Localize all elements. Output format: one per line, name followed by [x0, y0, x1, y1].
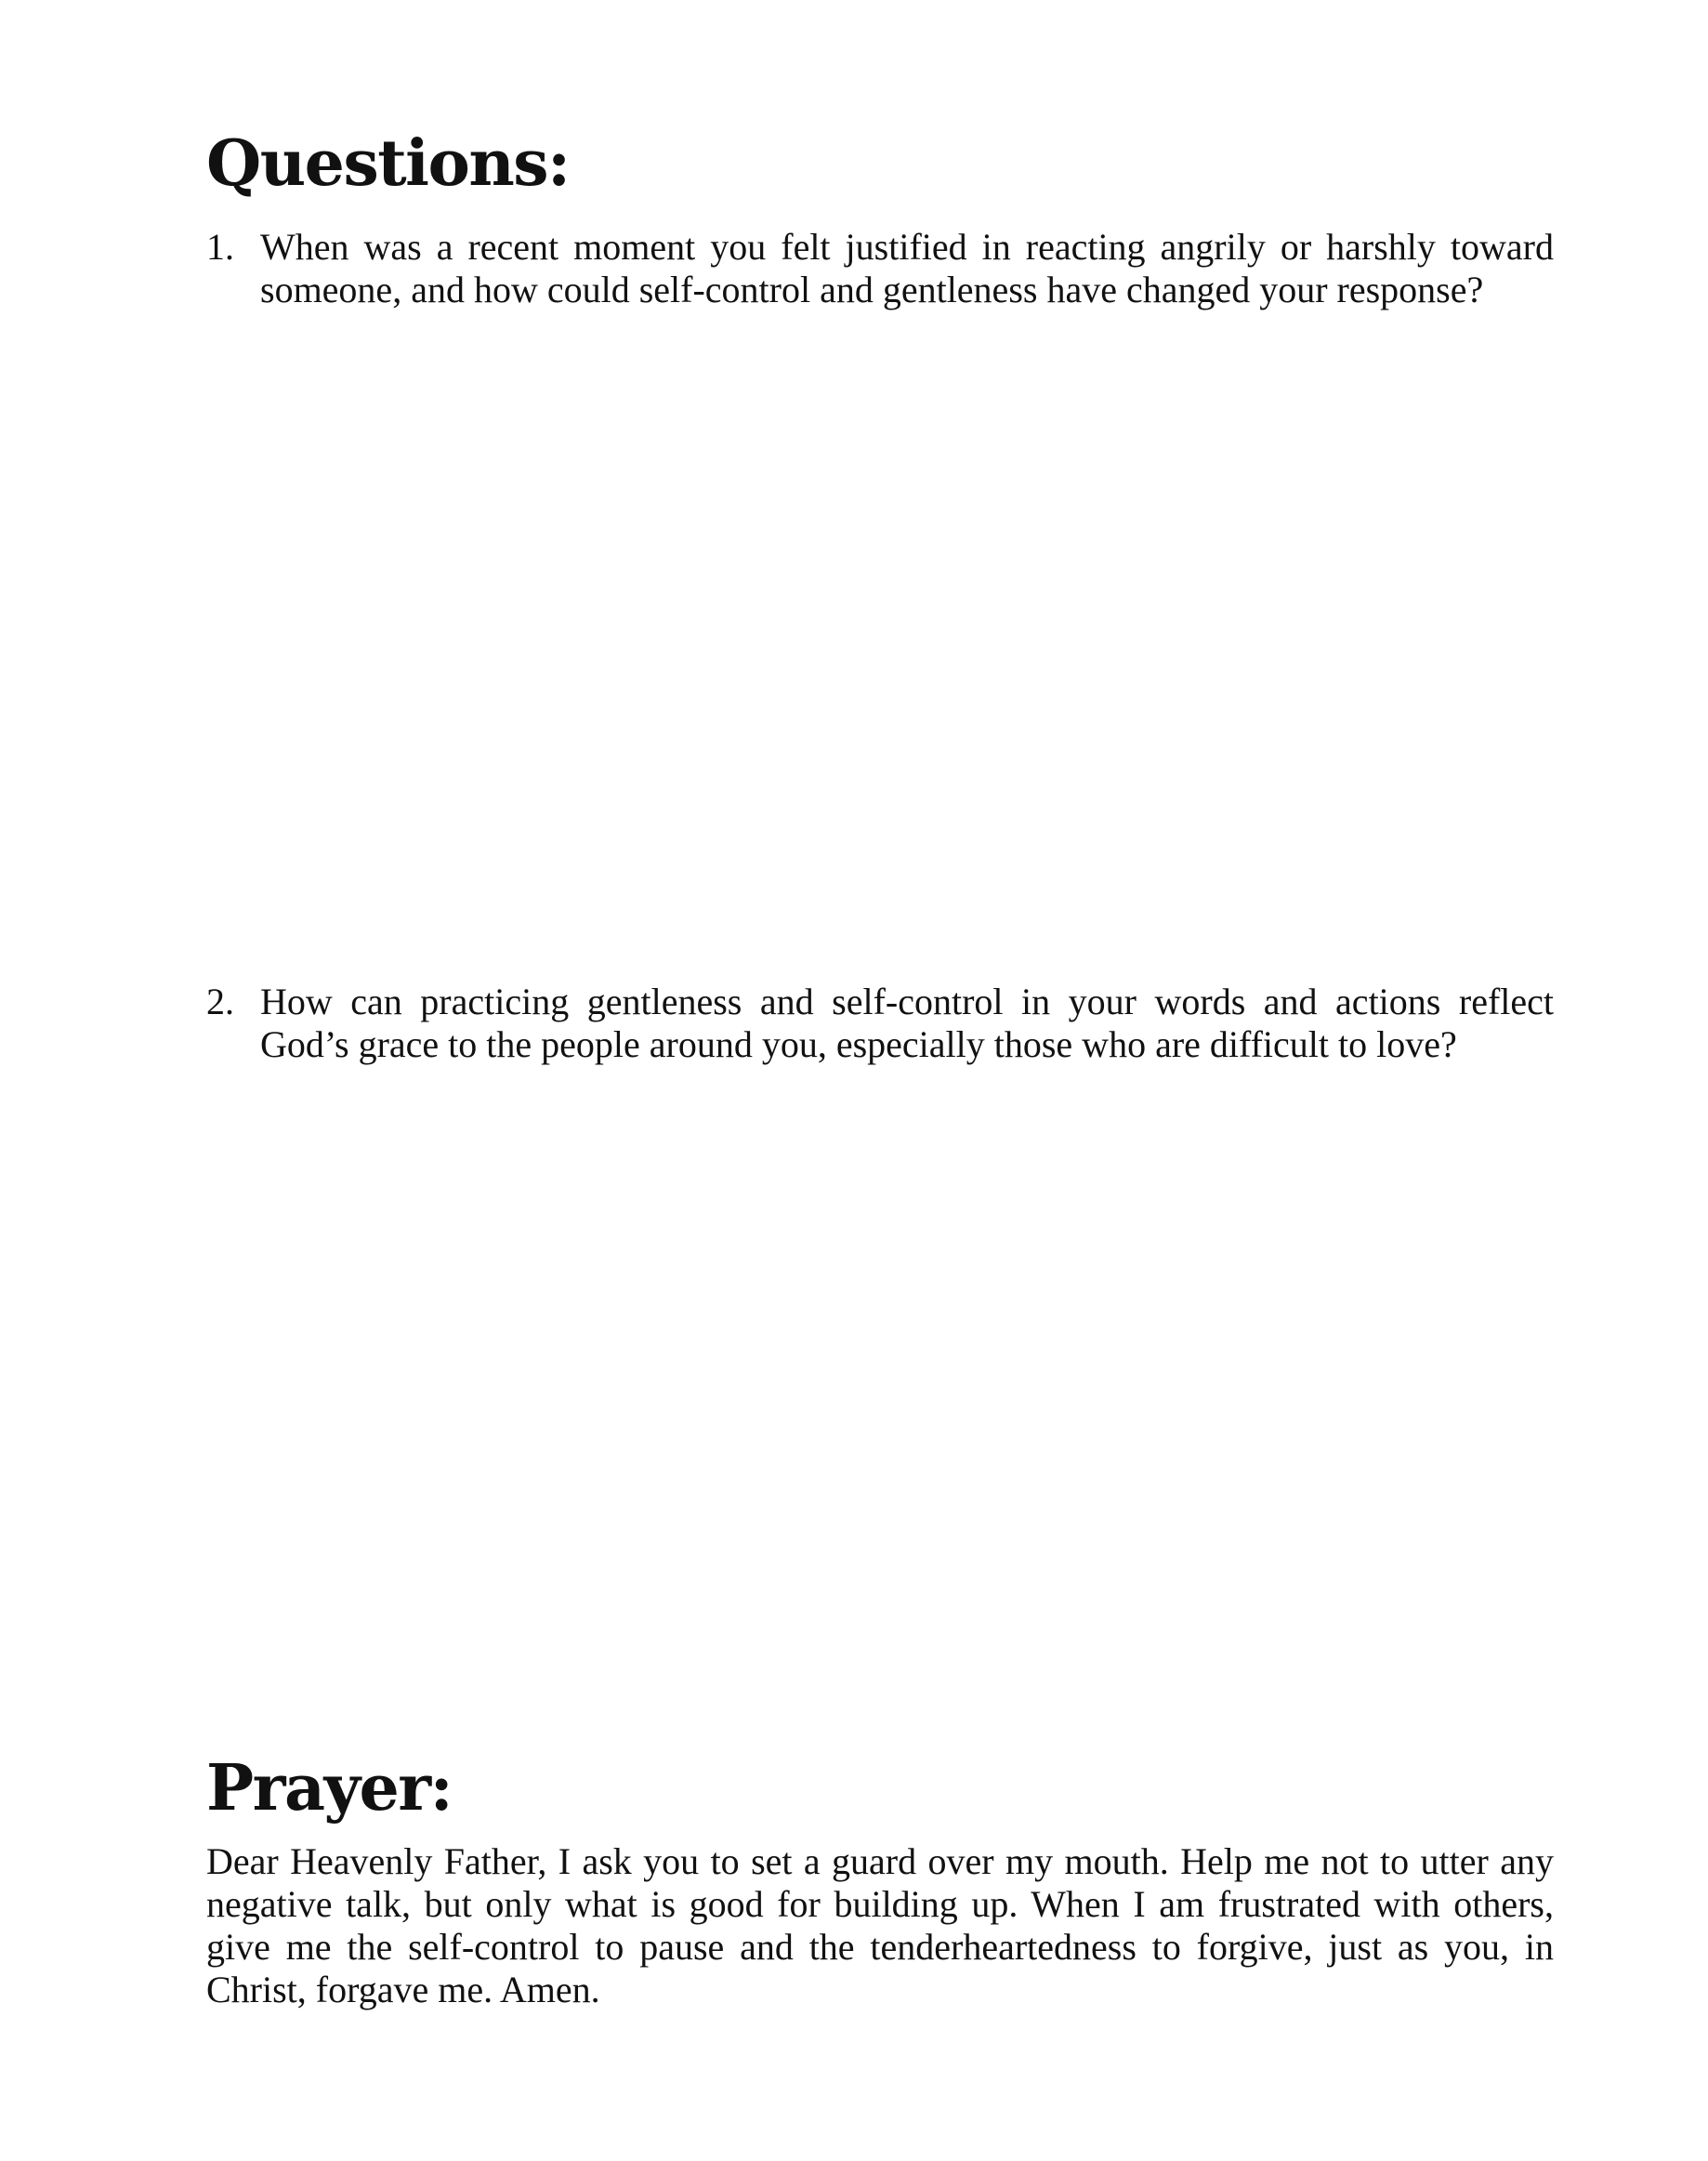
question-item	[206, 226, 1554, 311]
question-number: 1.	[206, 226, 234, 268]
prayer-text: Dear Heavenly Father, I ask you to set a guard over my mouth. Help me not to utter any negative talk, but only what is good for building up. When I am frustrated with others, give me the self-control to pause and the tenderheartedness to forgive, just as you, in Christ, forgave me. Amen.	[206, 1840, 1554, 2010]
prayer-heading: Prayer:	[206, 1751, 453, 1825]
question-number: 2.	[206, 981, 234, 1022]
question-text: When was a recent moment you felt justified in reacting angrily or harshly toward someone, and how could self-control and gentleness have changed your response?	[260, 226, 1554, 310]
questions-heading: Questions:	[206, 126, 570, 201]
question-item	[206, 981, 1554, 1066]
question-text: How can practicing gentleness and self-control in your words and actions reflect God’s grace to the people around you, especially those who are difficult to love?	[260, 981, 1554, 1065]
